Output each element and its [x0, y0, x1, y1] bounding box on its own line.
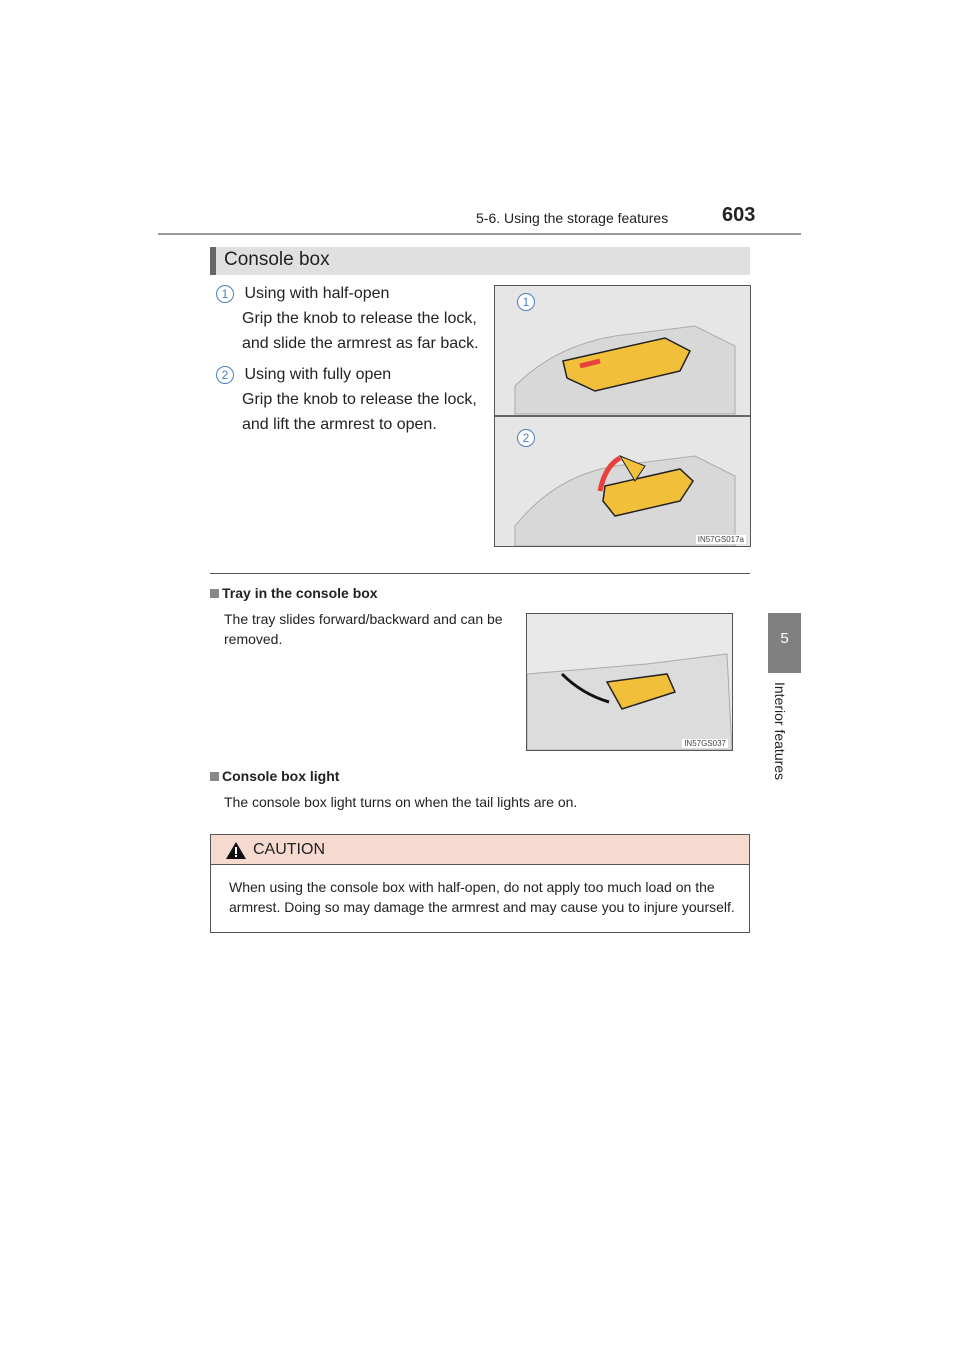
figure-label: 1	[517, 293, 535, 311]
caution-box	[210, 834, 750, 933]
step-title: Using with half-open	[244, 285, 390, 302]
step-1	[216, 281, 479, 356]
page-number: 603	[722, 204, 756, 226]
light-text: The console box light turns on when the tail lights are on.	[224, 794, 578, 810]
step-line: Grip the knob to release the lock,	[242, 310, 477, 327]
figure-label: 2	[517, 429, 535, 447]
chapter-tab: 5	[768, 613, 801, 673]
step-2	[216, 362, 477, 437]
step-number: 2	[216, 366, 234, 384]
figure-code: IN57GS017a	[697, 535, 744, 544]
step-line: Grip the knob to release the lock,	[242, 391, 477, 408]
step-line: and slide the armrest as far back.	[242, 335, 479, 352]
armrest-illustration	[494, 285, 751, 547]
text-line: removed.	[224, 631, 283, 647]
warning-icon	[225, 841, 247, 860]
caution-header	[211, 835, 749, 865]
tray-heading	[210, 585, 378, 601]
step-number: 1	[216, 285, 234, 303]
header-section: 5-6. Using the storage features	[476, 210, 669, 226]
caution-title: CAUTION	[253, 841, 325, 858]
light-heading	[210, 768, 339, 784]
header-rule	[158, 233, 801, 235]
section-title: Console box	[224, 249, 330, 270]
text-line: The tray slides forward/backward and can be	[224, 611, 503, 627]
step-line: and lift the armrest to open.	[242, 416, 437, 433]
step-title: Using with fully open	[244, 366, 392, 383]
text-line: When using the console box with half-open, do not apply too much load on the	[229, 879, 715, 895]
tray-title: Tray in the console box	[222, 585, 378, 601]
tray-text	[224, 609, 503, 649]
section-heading	[210, 247, 750, 275]
divider	[210, 573, 750, 574]
figure-code: IN57GS037	[684, 739, 726, 748]
caution-text	[211, 865, 749, 917]
light-title: Console box light	[222, 768, 340, 784]
square-bullet-icon	[210, 589, 219, 598]
square-bullet-icon	[210, 772, 219, 781]
tray-illustration	[526, 613, 733, 751]
chapter-label: Interior features	[772, 682, 788, 781]
text-line: armrest. Doing so may damage the armrest and may cause you to injure yourself.	[229, 899, 735, 915]
